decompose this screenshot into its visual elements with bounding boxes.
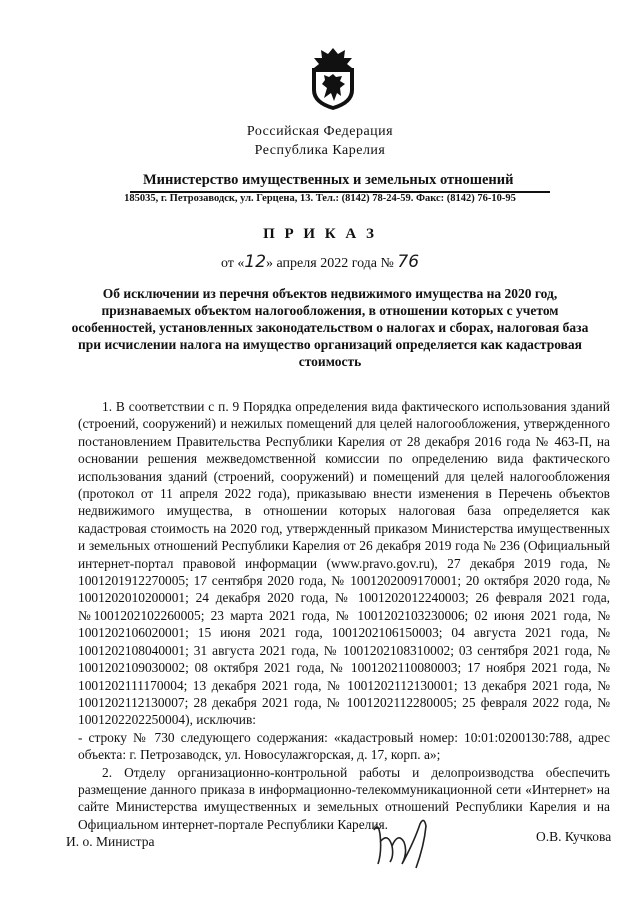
order-heading: Об исключении из перечня объектов недвижимого имущества на 2020 год, признаваемых объектом налогообложения, в отношении которых с учетом особенностей, установленных законодательством о налогах и сборах, налоговая база при исчислении налога на имущество организаций определяется как кадастровая стоимость (71, 286, 589, 369)
country-name: Российская Федерация (246, 124, 394, 139)
date-middle: » апреля 2022 года № (266, 256, 398, 271)
ministry-address: 185035, г. Петрозаводск, ул. Герцена, 13. Тел.: (8142) 78-24-59. Факс: (8142) 76-10-95 (124, 193, 516, 204)
signatory-name: О.В. Кучкова (536, 829, 612, 844)
handwritten-signature-icon (368, 812, 442, 870)
order-number: 76 (397, 252, 420, 272)
order-day: 12 (244, 252, 267, 272)
republic-name: Республика Карелия (254, 143, 386, 158)
signatory-position: И. о. Министра (66, 834, 155, 849)
order-title: П Р И К А З (263, 226, 377, 242)
paragraph-1: 1. В соответствии с п. 9 Порядка определения вида фактического использования зданий (строений, сооружений) и нежилых помещений для целей налогообложения, утвержденного постановлением Правительства Республики Карелия от 28 декабря 2016 года № 463-П, на основании решения межведомственной комиссии по определению вида фактического использования зданий (строений, сооружений) и помещений для целей налогообложения (протокол от 11 апреля 2022 года), приказываю внести изменения в Перечень объектов недвижимого имущества, в отношении которых налоговая база определяется как кадастровая стоимость на 2020 год, утвержденный приказом Министерства имущественных и земельных отношений Республики Карелия от 26 декабря 2019 года № 236 (Официальный интернет-портал правовой информации (www.pravo.gov.ru), 27 декабря 2019 года, № 1001201912270005; 17 сентября 2020 года, № 1001202009170001; 20 октября 2020 года, № 1001202010200001; 24 декабря 2020 года, № 1001202012240003; 26 февраля 2021 года, №1001202102260005; 23 марта 2021 года, № 1001202103230006; 02 июня 2021 года, № 1001202106020001; 15 июня 2021 года, 1001202106150003; 04 августа 2021 года, № 1001202108040001; 31 августа 2021 года, № 1001202108310002; 03 сентября 2021 года, № 1001202109030002; 08 октября 2021 года, № 1001202110080003; 17 ноября 2021 года, № 1001202111170004; 13 декабря 2021 года, № 1001202112130001; 13 декабря 2021 года, № 1001202112130007; 28 декабря 2021 года, № 1001202112280005; 25 февраля 2022 года, № 1001202202250004), исключив: (78, 399, 610, 728)
order-dateline (0, 252, 640, 272)
paragraph-2: - строку № 730 следующего содержания: «кадастровый номер: 10:01:0200130:788, адрес объекта: г. Петрозаводск, ул. Новосулажгорская, д. 17, корп. а»; (78, 729, 610, 763)
order-body (78, 398, 610, 833)
ministry-name: Министерство имущественных и земельных отношений (143, 172, 514, 188)
paragraph-3: 2. Отделу организационно-контрольной работы и делопроизводства обеспечить размещение данного приказа в информационно-телекоммуникационной сети «Интернет» на сайте Министерства имущественных и земельных отношений Республики Карелия и на Официальном интернет-портале Республики Карелия. (78, 764, 610, 832)
date-prefix: от « (220, 256, 245, 271)
karelia-coat-of-arms-icon (300, 46, 366, 112)
